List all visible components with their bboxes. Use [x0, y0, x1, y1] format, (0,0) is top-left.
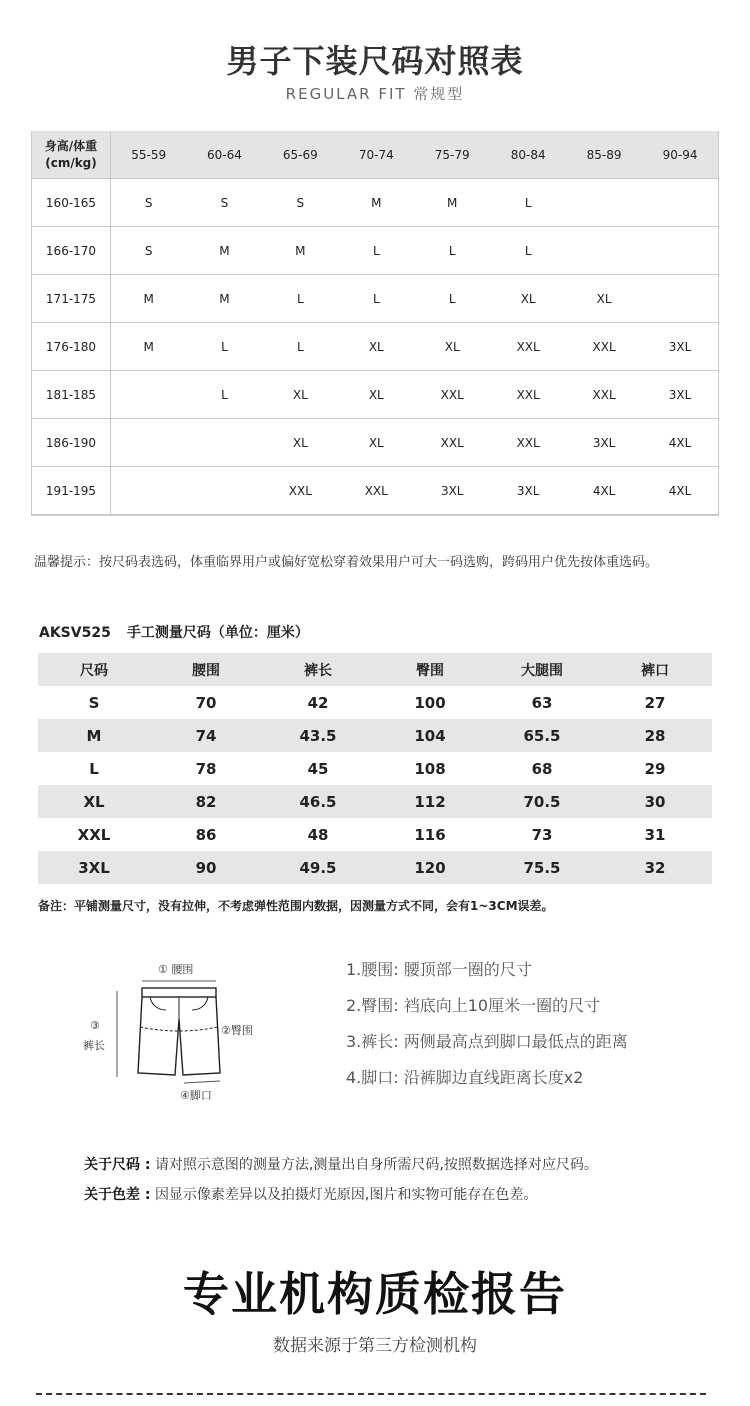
height-range-cell: 181-185: [32, 371, 111, 419]
report-subtitle: 数据来源于第三方检测机构: [273, 1336, 477, 1356]
tip-text: 温馨提示：按尺码表选码，体重临界用户或偏好宽松穿着效果用户可大一码选购，跨码用户优先按体重选码。: [34, 555, 659, 570]
size-cell: XXL: [490, 371, 566, 419]
measure-value-cell: 46.5: [262, 785, 374, 818]
measure-row: [38, 719, 712, 752]
size-cell: M: [111, 323, 187, 371]
product-code: AKSV525: [39, 625, 111, 641]
report-title: 专业机构质检报告: [183, 1267, 567, 1321]
measure-size-cell: L: [89, 759, 99, 778]
measure-value-cell: 112: [374, 785, 486, 818]
weight-header: 70-74: [338, 131, 414, 179]
height-range-cell: 160-165: [32, 179, 111, 227]
measure-value-cell: 68: [531, 759, 553, 778]
measure-header: 裤长: [262, 653, 374, 686]
size-chart-header-row: [32, 131, 718, 179]
hem-label: ④脚口: [180, 1089, 212, 1102]
size-cell: XL: [490, 275, 566, 323]
size-cell: XXL: [490, 419, 566, 467]
size-cell: M: [262, 227, 338, 275]
measure-size-cell: M: [38, 719, 150, 752]
size-cell: L: [338, 275, 414, 323]
size-cell: S: [186, 179, 262, 227]
size-cell: 4XL: [566, 467, 642, 515]
size-cell: M: [338, 179, 414, 227]
size-chart-row: [32, 371, 718, 419]
size-cell: 3XL: [642, 371, 718, 419]
weight-header: 60-64: [186, 131, 262, 179]
shorts-diagram: [80, 955, 280, 1105]
length-number: ③: [90, 1019, 100, 1032]
measure-value-cell: 120: [374, 851, 486, 884]
size-cell: S: [111, 227, 187, 275]
size-cell: XXL: [262, 467, 338, 515]
size-cell: M: [111, 275, 187, 323]
measure-value-cell: 108: [414, 759, 446, 778]
measure-header: 尺码: [38, 653, 150, 686]
size-cell: XL: [262, 371, 338, 419]
measure-value-cell: 70: [195, 693, 217, 712]
definition-item: 3.裤长: 两侧最高点到脚口最低点的距离: [346, 1032, 628, 1051]
measure-value-cell: 70.5: [486, 785, 598, 818]
measure-value-cell: 32: [598, 851, 712, 884]
size-cell: M: [186, 275, 262, 323]
measure-value-cell: 31: [644, 825, 666, 844]
size-chart-row: [32, 467, 718, 515]
size-chart-row: [32, 179, 718, 227]
measure-row: [38, 851, 712, 884]
height-range-cell: 171-175: [32, 275, 111, 323]
measure-value-cell: 43.5: [262, 719, 374, 752]
size-cell: XL: [262, 419, 338, 467]
size-cell: [642, 275, 718, 323]
measure-header: 腰围: [150, 653, 262, 686]
size-cell: [186, 467, 262, 515]
waist-label: ① 腰围: [158, 963, 194, 976]
size-cell: XXL: [566, 371, 642, 419]
height-range-cell: 176-180: [32, 323, 111, 371]
measure-note: 备注：平铺测量尺寸，没有拉伸，不考虑弹性范围内数据，因测量方式不同，会有1~3CM误差。: [38, 899, 554, 913]
measure-value-cell: 63: [531, 693, 553, 712]
measure-value-cell: 90: [150, 851, 262, 884]
height-range-cell: 191-195: [32, 467, 111, 515]
size-cell: XXL: [414, 419, 490, 467]
measure-value-cell: 75.5: [486, 851, 598, 884]
size-cell: [111, 467, 187, 515]
measure-value-cell: 82: [150, 785, 262, 818]
measure-row: [38, 785, 712, 818]
size-cell: XL: [338, 323, 414, 371]
size-cell: 4XL: [642, 467, 718, 515]
measure-size-cell: XXL: [77, 825, 111, 844]
weight-header: 75-79: [414, 131, 490, 179]
size-cell: L: [338, 227, 414, 275]
size-cell: XL: [338, 371, 414, 419]
size-chart-row: [32, 323, 718, 371]
size-cell: XXL: [490, 323, 566, 371]
measure-header: 臀围: [374, 653, 486, 686]
size-cell: [566, 227, 642, 275]
size-cell: M: [186, 227, 262, 275]
measure-value-cell: 78: [195, 759, 217, 778]
weight-header: 65-69: [262, 131, 338, 179]
size-cell: L: [490, 179, 566, 227]
measure-value-cell: 28: [598, 719, 712, 752]
size-chart-corner: [32, 131, 111, 179]
about-size-label: 关于尺码 :: [84, 1157, 151, 1173]
size-cell: S: [111, 179, 187, 227]
measure-value-cell: 42: [307, 693, 329, 712]
measure-size-cell: 3XL: [38, 851, 150, 884]
hip-label: ②臀围: [221, 1024, 253, 1037]
measure-size-cell: XL: [38, 785, 150, 818]
measure-definitions: [346, 955, 628, 1099]
size-cell: XXL: [414, 371, 490, 419]
measure-row: [38, 752, 712, 785]
size-cell: XXL: [566, 323, 642, 371]
size-cell: L: [490, 227, 566, 275]
size-cell: [642, 179, 718, 227]
height-range-cell: 186-190: [32, 419, 111, 467]
size-cell: [111, 371, 187, 419]
weight-header: 55-59: [111, 131, 187, 179]
size-cell: 4XL: [642, 419, 718, 467]
length-label: 裤长: [83, 1039, 105, 1052]
size-cell: L: [186, 323, 262, 371]
weight-header: 90-94: [642, 131, 718, 179]
measure-header: 大腿围: [486, 653, 598, 686]
about-color-label: 关于色差 :: [84, 1187, 151, 1203]
about-color: [84, 1184, 537, 1204]
shorts-icon: [138, 988, 220, 1075]
about-size: [84, 1154, 598, 1174]
measure-header: 裤口: [598, 653, 712, 686]
weight-header: 85-89: [566, 131, 642, 179]
size-cell: L: [414, 275, 490, 323]
size-cell: [642, 227, 718, 275]
measure-row: [38, 686, 712, 719]
measure-value-cell: 65.5: [486, 719, 598, 752]
size-chart-row: [32, 275, 718, 323]
size-cell: XXL: [338, 467, 414, 515]
size-cell: [566, 179, 642, 227]
measure-value-cell: 48: [307, 825, 329, 844]
size-chart-table: [32, 131, 718, 515]
measure-value-cell: 45: [307, 759, 329, 778]
page-title: 男子下装尺码对照表: [226, 42, 524, 80]
measure-value-cell: 29: [644, 759, 666, 778]
size-chart-row: [32, 227, 718, 275]
measure-value-cell: 49.5: [262, 851, 374, 884]
size-cell: XL: [566, 275, 642, 323]
measure-title: [39, 622, 309, 642]
hem-arrow: [184, 1081, 220, 1083]
corner-line-2: (cm/kg): [45, 155, 97, 170]
size-cell: M: [414, 179, 490, 227]
size-chart-row: [32, 419, 718, 467]
measure-value-cell: 73: [531, 825, 553, 844]
dashed-divider: [36, 1393, 706, 1395]
size-cell: 3XL: [490, 467, 566, 515]
corner-line-1: 身高/体重: [44, 138, 98, 153]
measure-size-cell: S: [88, 693, 100, 712]
measure-value-cell: 104: [374, 719, 486, 752]
about-color-text: 因显示像素差异以及拍摄灯光原因,图片和实物可能存在色差。: [154, 1187, 538, 1203]
measure-table: [38, 653, 712, 884]
measure-row: [38, 818, 712, 851]
size-cell: L: [262, 275, 338, 323]
measure-title-text: 手工测量尺码（单位：厘米）: [126, 625, 309, 641]
definition-item: 4.脚口: 沿裤脚边直线距离长度x2: [346, 1068, 584, 1087]
size-cell: 3XL: [566, 419, 642, 467]
weight-header: 80-84: [490, 131, 566, 179]
size-cell: L: [262, 323, 338, 371]
about-size-text: 请对照示意图的测量方法,测量出自身所需尺码,按照数据选择对应尺码。: [154, 1157, 598, 1173]
measure-value-cell: 116: [414, 825, 446, 844]
size-cell: XL: [414, 323, 490, 371]
page-subtitle: REGULAR FIT 常规型: [285, 85, 465, 103]
measure-value-cell: 86: [195, 825, 217, 844]
size-cell: [111, 419, 187, 467]
measure-value-cell: 100: [414, 693, 446, 712]
measure-value-cell: 30: [598, 785, 712, 818]
height-range-cell: 166-170: [32, 227, 111, 275]
measure-value-cell: 74: [150, 719, 262, 752]
size-cell: L: [414, 227, 490, 275]
size-cell: L: [186, 371, 262, 419]
size-cell: 3XL: [414, 467, 490, 515]
size-cell: [186, 419, 262, 467]
size-cell: XL: [338, 419, 414, 467]
measure-value-cell: 27: [644, 693, 666, 712]
definition-item: 1.腰围: 腰顶部一圈的尺寸: [346, 960, 532, 979]
size-cell: S: [262, 179, 338, 227]
measure-header-row: [38, 653, 712, 686]
definition-item: 2.臀围: 裆底向上10厘米一圈的尺寸: [346, 996, 601, 1015]
size-cell: 3XL: [642, 323, 718, 371]
